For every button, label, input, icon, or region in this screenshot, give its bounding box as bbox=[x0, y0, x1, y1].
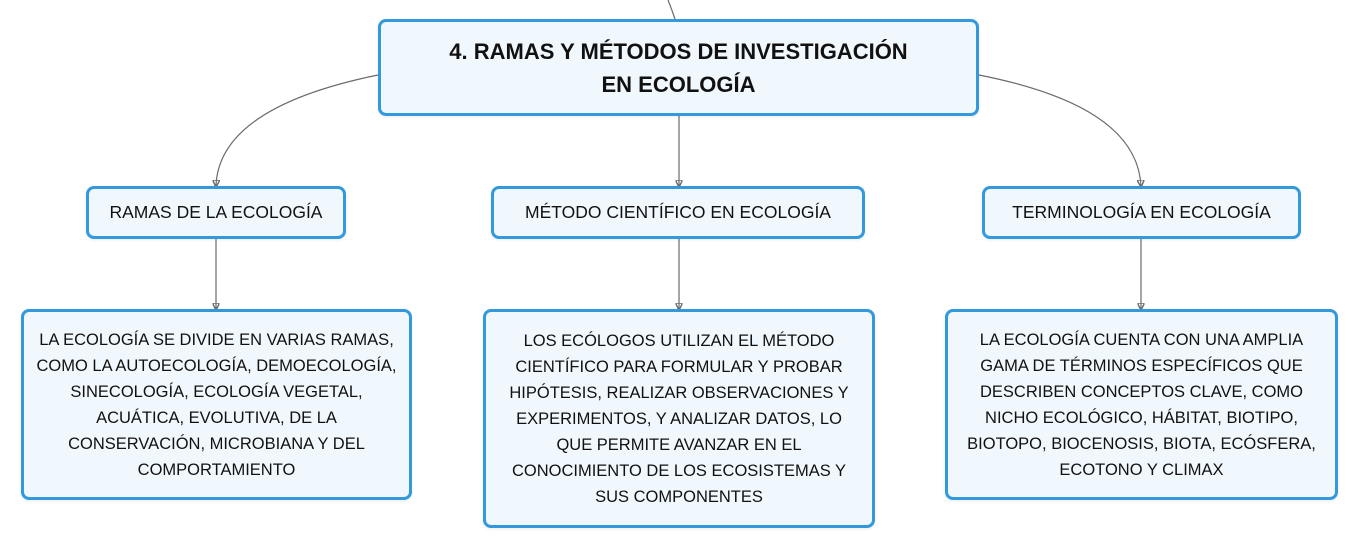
central-topic-node[interactable] bbox=[378, 19, 979, 116]
branch-label-ramas: RAMAS DE LA ECOLOGÍA bbox=[109, 202, 323, 222]
branch-node-metodo[interactable] bbox=[491, 186, 865, 239]
branch-label-terminologia: TERMINOLOGÍA EN ECOLOGÍA bbox=[1012, 202, 1271, 222]
detail-text-ramas: LA ECOLOGÍA SE DIVIDE EN VARIAS RAMAS, COMO LA AUTOECOLOGÍA, DEMOECOLOGÍA, SINECOLOGÍA, ECOLOGÍA VEGETAL, ACUÁTICA, EVOLUTIVA, DE LA CONSERVACIÓN, MICROBIANA Y DEL COMPORTAMIENTO bbox=[36, 330, 397, 479]
branch-node-terminologia[interactable] bbox=[982, 186, 1301, 239]
central-topic-label: 4. RAMAS Y MÉTODOS DE INVESTIGACIÓN EN ECOLOGÍA bbox=[449, 38, 908, 97]
detail-node-metodo[interactable] bbox=[483, 309, 875, 528]
parent-connector bbox=[668, 0, 675, 19]
detail-node-ramas[interactable] bbox=[21, 309, 412, 500]
detail-text-metodo: LOS ECÓLOGOS UTILIZAN EL MÉTODO CIENTÍFICO PARA FORMULAR Y PROBAR HIPÓTESIS, REALIZAR OBSERVACIONES Y EXPERIMENTOS, Y ANALIZAR DATOS, LO QUE PERMITE AVANZAR EN EL CONOCIMIENTO DE LOS ECOSISTEMAS Y SUS COMPONENTES bbox=[509, 331, 849, 506]
connector-central-to-terminologia bbox=[979, 75, 1141, 186]
detail-text-terminologia: LA ECOLOGÍA CUENTA CON UNA AMPLIA GAMA DE TÉRMINOS ESPECÍFICOS QUE DESCRIBEN CONCEPTOS CLAVE, COMO NICHO ECOLÓGICO, HÁBITAT, BIOTIPO, BIOTOPO, BIOCENOSIS, BIOTA, ECÓSFERA, ECOTONO Y CLIMAX bbox=[967, 330, 1316, 479]
detail-node-terminologia[interactable] bbox=[945, 309, 1338, 500]
branch-node-ramas[interactable] bbox=[86, 186, 346, 239]
branch-label-metodo: MÉTODO CIENTÍFICO EN ECOLOGÍA bbox=[525, 202, 831, 222]
connector-central-to-ramas bbox=[216, 75, 378, 186]
